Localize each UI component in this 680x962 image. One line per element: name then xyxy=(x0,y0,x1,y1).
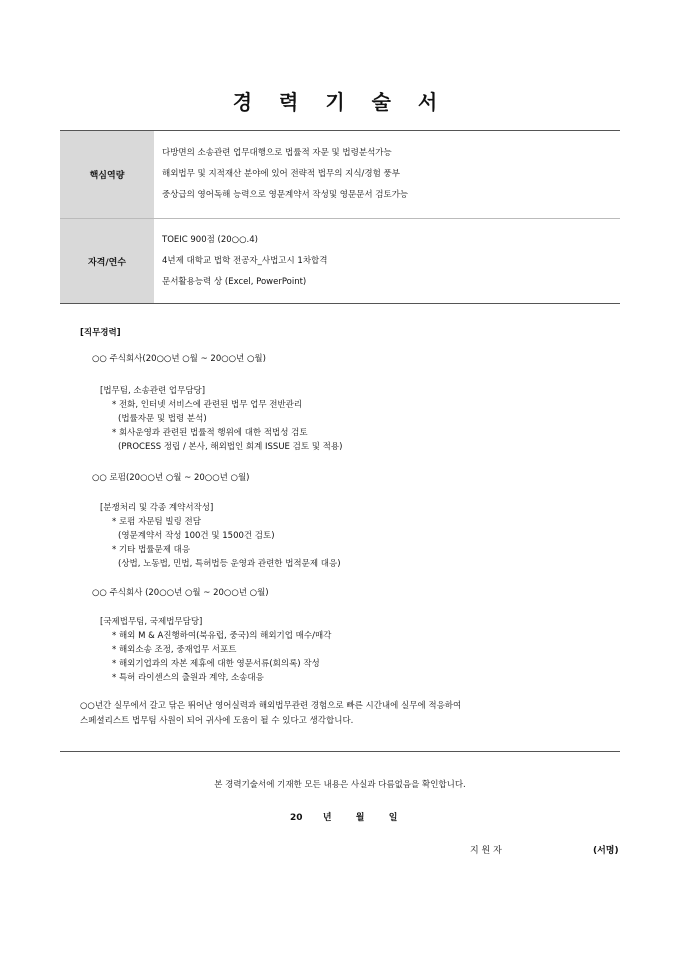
company-detail: * 해외기업과의 자본 제휴에 대한 영문서류(회의록) 작성 xyxy=(112,659,320,669)
signature-date xyxy=(290,810,397,823)
date-year: 20 xyxy=(290,813,303,823)
company-detail: (PROCESS 정립 / 본사, 해외법인 회계 ISSUE 검토 및 적용) xyxy=(118,442,343,452)
signature-label: (서명) xyxy=(593,846,619,856)
company-detail: (영문계약서 작성 100건 및 1500건 검토) xyxy=(118,531,275,541)
core-item: 중상급의 영어독해 능력으로 영문계약서 작성및 영문문서 검토가능 xyxy=(162,190,409,200)
summary-table xyxy=(60,130,620,304)
qualification-values xyxy=(154,219,327,303)
closing-statement: 스페셜리스트 법무팀 사원이 되어 귀사에 도움이 될 수 있다고 생각합니다. xyxy=(80,716,354,726)
company-detail: (상법, 노동법, 민법, 특허법등 운영과 관련한 법적문제 대응) xyxy=(118,559,341,569)
company-name: ○○ 주식회사(20○○년 ○월 ~ 20○○년 ○월) xyxy=(92,354,266,364)
qualification-label: 자격/연수 xyxy=(60,219,154,303)
company-detail: * 회사운영과 관련된 법률적 행위에 대한 적법성 검토 xyxy=(112,428,308,438)
company-role: [분쟁처리 및 각종 계약서작성] xyxy=(100,503,214,513)
company-name: ○○ 로펌(20○○년 ○월 ~ 20○○년 ○월) xyxy=(92,473,250,483)
company-detail: * 해외 M & A진행하여(북유럽, 중국)의 해외기업 매수/매각 xyxy=(112,631,332,641)
career-heading: [직무경력] xyxy=(80,328,121,338)
company-detail: (법률자문 및 법령 분석) xyxy=(118,414,207,424)
company-detail: * 특허 라이센스의 출원과 계약, 소송대응 xyxy=(112,673,264,683)
company-detail: * 해외소송 조정, 중재업무 서포트 xyxy=(112,645,237,655)
qual-item: 문서활용능력 상 (Excel, PowerPoint) xyxy=(162,276,307,287)
qual-item: 4년제 대학교 법학 전공자_사법고시 1차합격 xyxy=(162,255,328,266)
closing-statement: ○○년간 실무에서 갈고 닦은 뛰어난 영어실력과 해외법무관련 경험으로 빠른 시간내에 실무에 적응하여 xyxy=(80,701,462,711)
company-role: [법무팀, 소송관련 업무담당] xyxy=(100,386,206,396)
qual-item: TOEIC 900점 (20○○.4) xyxy=(162,234,258,245)
core-item: 다방면의 소송관련 업무대행으로 법률적 자문 및 법령분석가능 xyxy=(162,148,392,158)
confirmation-text: 본 경력기술서에 기재한 모든 내용은 사실과 다름없음을 확인합니다. xyxy=(214,780,466,790)
date-year-unit: 년 xyxy=(322,813,332,823)
company-detail: * 로펌 자문팀 빌링 전담 xyxy=(112,517,201,527)
document-title: 경 력 기 술 서 xyxy=(232,90,448,114)
company-name: ○○ 주식회사 (20○○년 ○월 ~ 20○○년 ○월) xyxy=(92,588,269,598)
core-competency-row xyxy=(60,131,620,218)
qualification-row xyxy=(60,218,620,303)
applicant-label: 지 원 자 xyxy=(470,846,502,856)
company-detail: * 전화, 인터넷 서비스에 관련된 법무 업무 전반관리 xyxy=(112,400,303,410)
core-item: 해외법무 및 지적재산 분야에 있어 전략적 법무의 지식/경험 풍부 xyxy=(162,169,400,179)
date-day-unit: 일 xyxy=(388,813,398,823)
footer-divider xyxy=(60,751,620,752)
core-competency-label: 핵심역량 xyxy=(60,131,154,218)
company-detail: * 기타 법률문제 대응 xyxy=(112,545,191,555)
core-competency-values xyxy=(154,131,408,218)
company-role: [국제법무팀, 국제법무담당] xyxy=(100,617,203,627)
date-month-unit: 월 xyxy=(355,813,365,823)
